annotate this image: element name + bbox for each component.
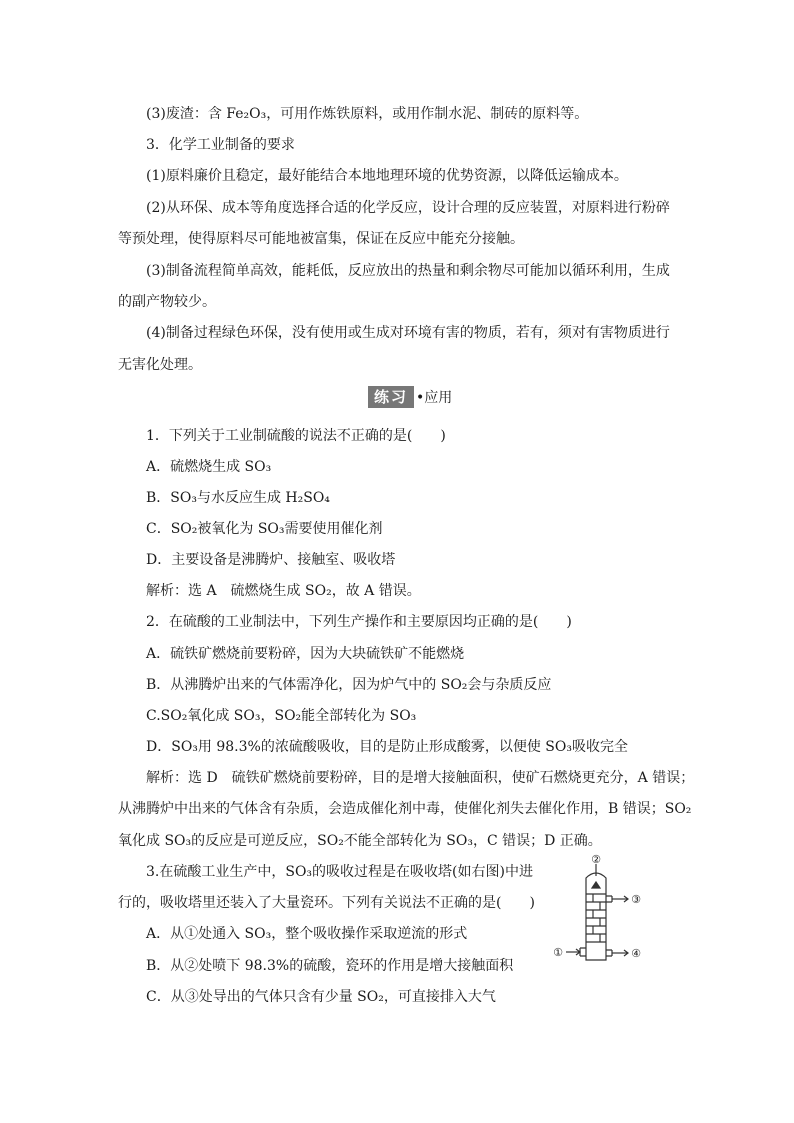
absorption-tower-diagram — [548, 852, 668, 972]
text-line: 无害化处理。 — [118, 357, 202, 373]
text-line: (4)制备过程绿色环保，没有使用或生成对环境有害的物质，若有，须对有害物质进行 — [146, 325, 670, 341]
option-line: B．从②处喷下 98.3%的硫酸，瓷环的作用是增大接触面积 — [146, 958, 514, 974]
label-right-top: ③ — [631, 893, 641, 906]
option-line: A．从①处通入 SO₃，整个吸收操作采取逆流的形式 — [146, 926, 468, 942]
option-line: D．SO₃用 98.3%的浓硫酸吸收，目的是防止形成酸雾，以便使 SO₃吸收完全 — [146, 739, 628, 755]
text-line: (2)从环保、成本等角度选择合适的化学反应，设计合理的反应装置，对原料进行粉碎 — [146, 200, 670, 216]
question-stem: 1．下列关于工业制硫酸的说法不正确的是( ) — [146, 428, 446, 444]
text-line: 的副产物较少。 — [118, 294, 216, 310]
option-line: C．从③处导出的气体只含有少量 SO₂，可直接排入大气 — [146, 989, 496, 1005]
solution-line: 从沸腾炉中出来的气体含有杂质，会造成催化剂中毒，使催化剂失去催化作用，B 错误；SO₂ — [118, 801, 692, 817]
text-line: (3)制备流程简单高效，能耗低，反应放出的热量和剩余物尽可能加以循环利用，生成 — [146, 263, 670, 279]
option-line: B．从沸腾炉出来的气体需净化，因为炉气中的 SO₂会与杂质反应 — [146, 677, 552, 693]
section-header — [368, 386, 452, 408]
question-stem: 行的，吸收塔里还装入了大量瓷环。下列有关说法不正确的是( ) — [118, 895, 535, 911]
text-line: 3．化学工业制备的要求 — [146, 137, 295, 153]
label-right-bottom: ④ — [631, 947, 641, 960]
text-line: 等预处理，使得原料尽可能地被富集，保证在反应中能充分接触。 — [118, 231, 524, 247]
option-line: A．硫燃烧生成 SO₃ — [146, 459, 272, 475]
outlet-4-pipe — [606, 950, 612, 956]
question-stem: 2．在硫酸的工业制法中，下列生产操作和主要原因均正确的是( ) — [146, 614, 572, 630]
section-suffix: •应用 — [416, 390, 453, 406]
option-line: D．主要设备是沸腾炉、接触室、吸收塔 — [146, 552, 396, 568]
text-line: (3)废渣：含 Fe₂O₃，可用作炼铁原料，或用作制水泥、制砖的原料等。 — [146, 106, 589, 122]
option-line: A．硫铁矿燃烧前要粉碎，因为大块硫铁矿不能燃烧 — [146, 646, 465, 662]
section-badge: 练习 — [368, 386, 414, 408]
label-left: ① — [553, 946, 563, 959]
label-top: ② — [591, 853, 601, 866]
solution-line: 解析：选 D 硫铁矿燃烧前要粉碎，目的是增大接触面积，使矿石燃烧更充分，A 错误； — [146, 770, 695, 786]
spray-nozzle — [592, 882, 600, 888]
solution-line: 解析：选 A 硫燃烧生成 SO₂，故 A 错误。 — [146, 583, 421, 599]
option-line: C．SO₂被氧化为 SO₃需要使用催化剂 — [146, 521, 383, 537]
option-line: C.SO₂氧化成 SO₃，SO₂能全部转化为 SO₃ — [146, 708, 417, 724]
solution-line: 氧化成 SO₃的反应是可逆反应，SO₂不能全部转化为 SO₃，C 错误；D 正确。 — [118, 833, 602, 849]
text-line: (1)原料廉价且稳定，最好能结合本地地理环境的优势资源，以降低运输成本。 — [146, 168, 628, 184]
option-line: B．SO₃与水反应生成 H₂SO₄ — [146, 490, 330, 506]
question-stem: 3.在硫酸工业生产中，SO₃的吸收过程是在吸收塔(如右图)中进 — [146, 864, 533, 880]
outlet-3-pipe — [606, 896, 612, 902]
